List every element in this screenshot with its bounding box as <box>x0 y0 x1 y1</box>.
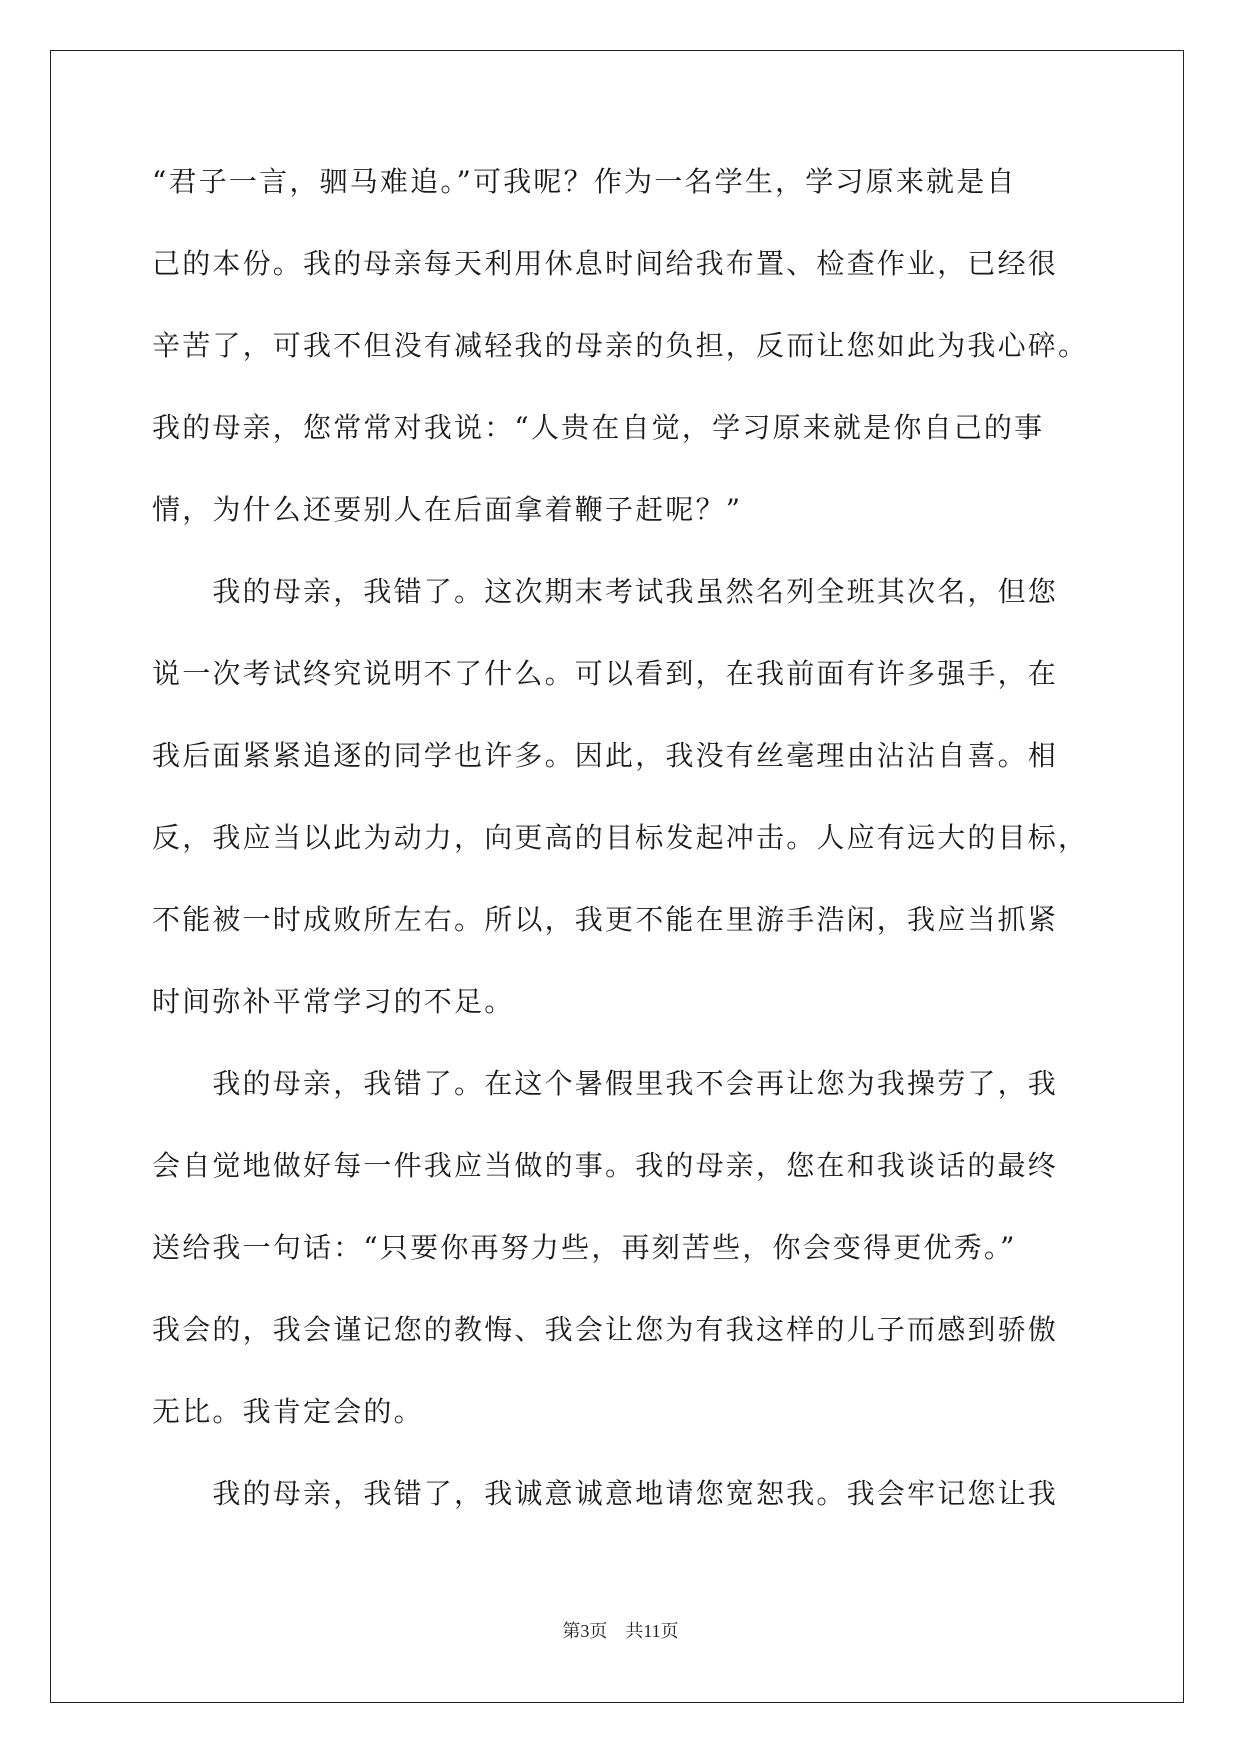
text-line: 己的本份。我的母亲每天利用休息时间给我布置、检查作业，已经很 <box>152 247 1059 280</box>
text-line: “君子一言，驷马难追。”可我呢？作为一名学生，学习原来就是自 <box>152 165 1017 198</box>
text-line: 辛苦了，可我不但没有减轻我的母亲的负担，反而让您如此为我心碎。 <box>152 329 1089 362</box>
text-line: 反，我应当以此为动力，向更高的目标发起冲击。人应有远大的目标， <box>152 821 1089 854</box>
text-line: 我的母亲，我错了，我诚意诚意地请您宽恕我。我会牢记您让我 <box>152 1477 1059 1510</box>
page-number-footer: 第3页 共11页 <box>562 1621 679 1641</box>
text-line: 说一次考试终究说明不了什么。可以看到，在我前面有许多强手，在 <box>152 657 1059 690</box>
text-line: 我会的，我会谨记您的教悔、我会让您为有我这样的儿子而感到骄傲 <box>152 1313 1059 1346</box>
text-line: 无比。我肯定会的。 <box>152 1395 424 1428</box>
text-line: 时间弥补平常学习的不足。 <box>152 985 515 1018</box>
text-line: 送给我一句话：“只要你再努力些，再刻苦些，你会变得更优秀。” <box>152 1231 1017 1264</box>
text-line: 我的母亲，我错了。这次期末考试我虽然名列全班其次名，但您 <box>152 575 1059 608</box>
document-body <box>152 162 1088 1556</box>
text-line: 不能被一时成败所左右。所以，我更不能在里游手浩闲，我应当抓紧 <box>152 903 1059 936</box>
text-line: 我的母亲，我错了。在这个暑假里我不会再让您为我操劳了，我 <box>152 1067 1059 1100</box>
text-line: 会自觉地做好每一件我应当做的事。我的母亲，您在和我谈话的最终 <box>152 1149 1059 1182</box>
text-line: 我的母亲，您常常对我说：“人贵在自觉，学习原来就是你自己的事 <box>152 411 1045 444</box>
text-line: 情，为什么还要别人在后面拿着鞭子赶呢？” <box>152 493 743 526</box>
text-line: 我后面紧紧追逐的同学也许多。因此，我没有丝毫理由沾沾自喜。相 <box>152 739 1059 772</box>
